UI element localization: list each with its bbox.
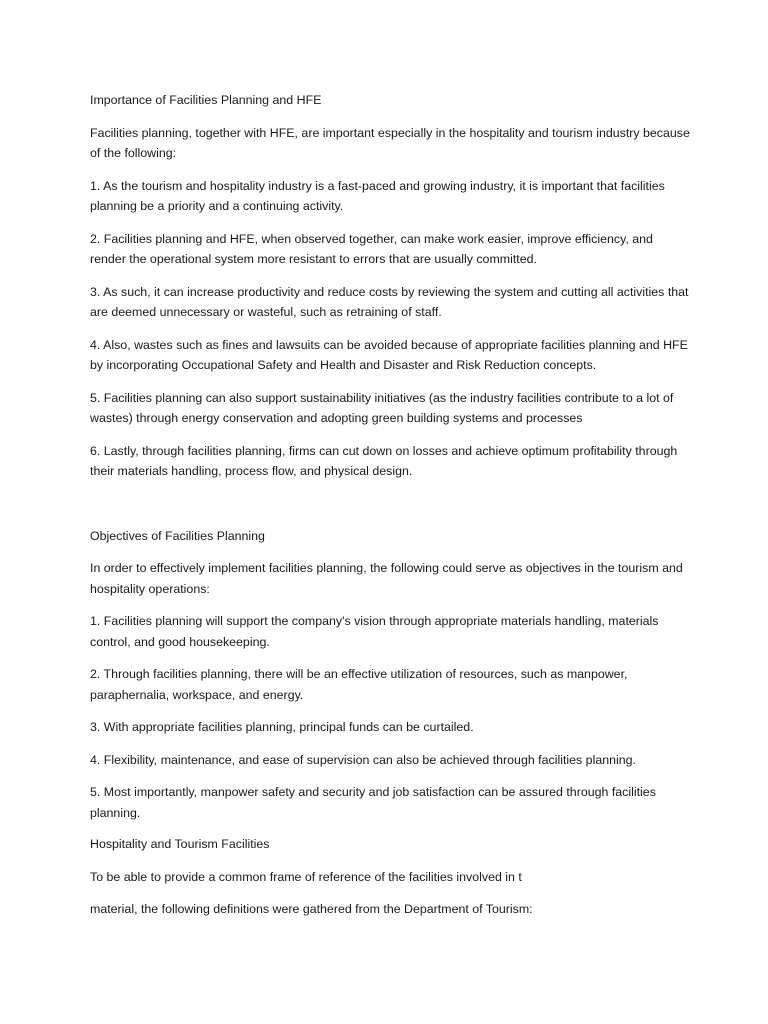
- list-item: 1. Facilities planning will support the company's vision through appropriate materials handling, materials control, and good housekeeping.: [90, 614, 659, 649]
- list-item: 5. Facilities planning can also support sustainability initiatives (as the industry facilities contribute to a lot of wastes) through energy conservation and adopting green building systems and processes: [90, 390, 674, 425]
- section-spacer: [90, 494, 690, 526]
- section-intro-importance: Facilities planning, together with HFE, are important especially in the hospitality and tourism industry because of the following:: [90, 125, 690, 160]
- section-heading-objectives: Objectives of Facilities Planning: [90, 528, 265, 543]
- list-item: 4. Flexibility, maintenance, and ease of supervision can also be achieved through facilities planning.: [90, 752, 636, 767]
- section-intro-facilities: To be able to provide a common frame of reference of the facilities involved in t: [90, 869, 522, 884]
- list-item: 1. As the tourism and hospitality industry is a fast-paced and growing industry, it is important that facilities planning be a priority and a continuing activity.: [90, 178, 665, 213]
- list-item: 2. Facilities planning and HFE, when observed together, can make work easier, improve efficiency, and render the operational system more resistant to errors that are usually committed.: [90, 231, 653, 266]
- list-item: material, the following definitions were gathered from the Department of Tourism:: [90, 902, 533, 916]
- section-heading-facilities: Hospitality and Tourism Facilities: [90, 837, 270, 851]
- list-item: 4. Also, wastes such as fines and lawsuits can be avoided because of appropriate facilities planning and HFE by incorporating Occupational Safety and Health and Disaster and Risk Reduction concepts.: [90, 337, 688, 372]
- list-item: 5. Most importantly, manpower safety and security and job satisfaction can be assured through facilities planning.: [90, 785, 656, 820]
- list-item: 3. As such, it can increase productivity and reduce costs by reviewing the system and cutting all activities that are deemed unnecessary or wasteful, such as retraining of staff.: [90, 284, 689, 319]
- section-intro-objectives: In order to effectively implement facilities planning, the following could serve as objectives in the tourism and hospitality operations:: [90, 561, 683, 596]
- list-item: 3. With appropriate facilities planning, principal funds can be curtailed.: [90, 720, 474, 734]
- section-heading-importance: Importance of Facilities Planning and HFE: [90, 93, 322, 107]
- list-item: 6. Lastly, through facilities planning, firms can cut down on losses and achieve optimum profitability through their materials handling, process flow, and physical design.: [90, 443, 678, 478]
- document-body: [90, 90, 690, 932]
- list-item: 2. Through facilities planning, there will be an effective utilization of resources, such as manpower, paraphernalia, workspace, and energy.: [90, 667, 628, 702]
